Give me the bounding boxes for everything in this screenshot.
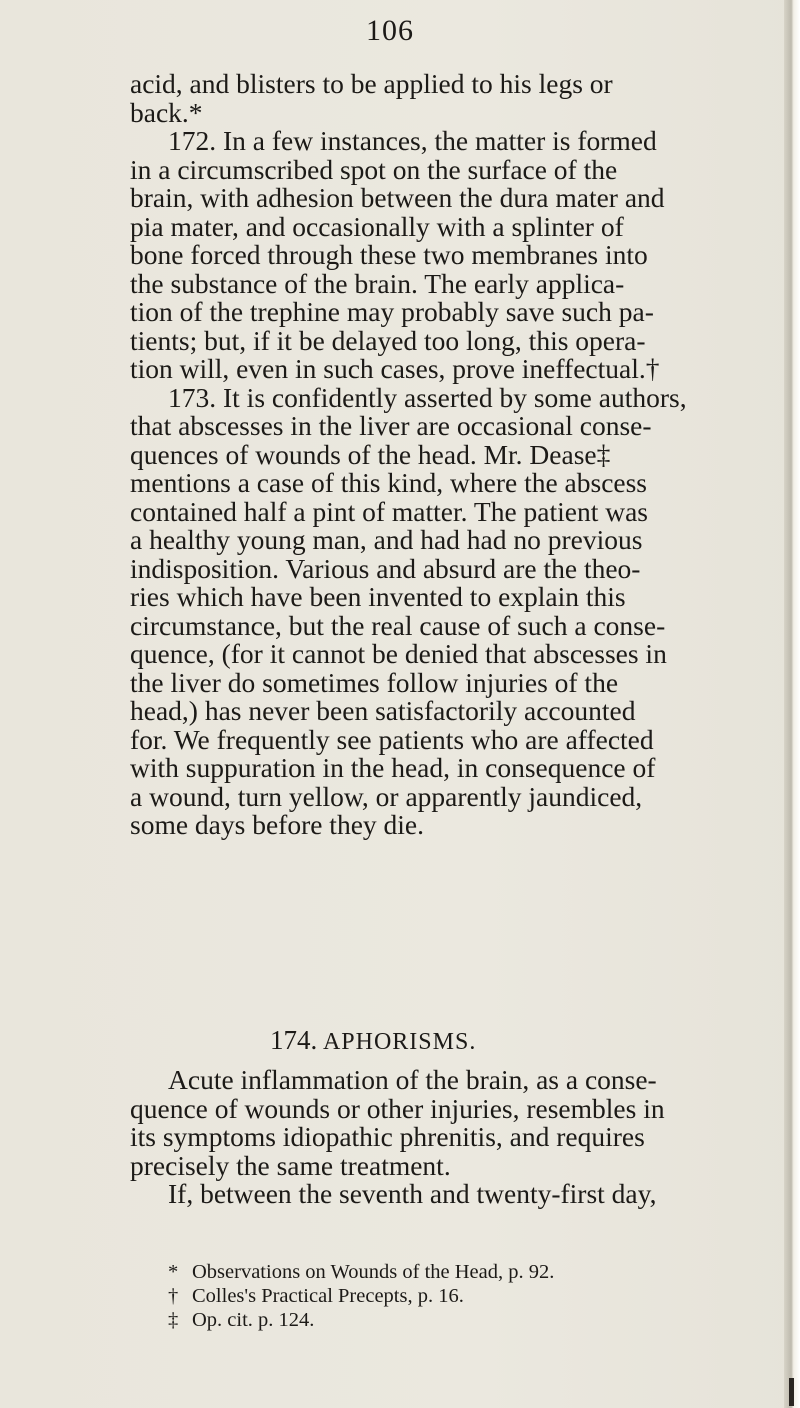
text-line: back.*: [130, 96, 203, 128]
aphorism-paragraph-start: If, between the seventh and twenty-first day,: [168, 1178, 657, 1209]
footnote-text: Op. cit. p. 124.: [192, 1309, 315, 1331]
text-line: tients; but, if it be delayed too long, this opera-: [130, 324, 646, 356]
text-line: its symptoms idiopathic phrenitis, and requires: [130, 1121, 645, 1152]
text-line: brain, with adhesion between the dura mater and: [130, 182, 665, 213]
footnote: [168, 1260, 554, 1284]
section-number: 174.: [270, 1025, 318, 1055]
text-line: head,) has never been satisfactorily accounted: [130, 695, 636, 726]
text-line: the liver do sometimes follow injuries of the: [130, 666, 619, 698]
footnote-mark: ‡: [168, 1309, 179, 1331]
text-line: circumstance, but the real cause of such a conse-: [130, 609, 666, 641]
text-line: for. We frequently see patients who are affected: [130, 723, 654, 755]
text-line: tion of the trephine may probably save such pa-: [130, 296, 654, 327]
text-line: that abscesses in the liver are occasional conse-: [130, 410, 652, 441]
footnote-text: Colles's Practical Precepts, p. 16.: [192, 1285, 464, 1307]
paragraph-172-start: 172. In a few instances, the matter is formed: [168, 125, 657, 156]
page-edge-mark: [789, 1378, 794, 1406]
text-line: tion will, even in such cases, prove ineffectual.†: [130, 353, 660, 384]
text-line: precisely the same treatment.: [130, 1149, 451, 1181]
page-number: 106: [366, 14, 414, 47]
text-line: pia mater, and occasionally with a splinter of: [130, 210, 624, 242]
section-title: APHORISMS.: [322, 1029, 477, 1055]
footnotes: [168, 1260, 554, 1332]
page-edge-shadow: [784, 0, 800, 1408]
text-line: quence of wounds or other injuries, resembles in: [130, 1092, 665, 1124]
text-line: ries which have been invented to explain this: [130, 581, 626, 612]
text-line: with suppuration in the head, in consequence of: [130, 752, 656, 783]
aphorism-paragraph-start: Acute inflammation of the brain, as a conse-: [168, 1064, 657, 1095]
text-line: contained half a pint of matter. The patient was: [130, 495, 649, 527]
paragraph-173-start: 173. It is confidently asserted by some authors,: [168, 381, 687, 413]
text-line: quences of wounds of the head. Mr. Dease‡: [130, 438, 611, 470]
text-line: mentions a case of this kind, where the abscess: [130, 467, 648, 498]
main-text-block: [130, 70, 770, 840]
text-line: indisposition. Various and absurd are the theo-: [130, 552, 641, 584]
footnote-mark: *: [168, 1261, 179, 1283]
text-line: a wound, turn yellow, or apparently jaundiced,: [130, 780, 643, 812]
footnote: [168, 1284, 554, 1308]
footnote-mark: †: [168, 1285, 179, 1307]
text-line: quence, (for it cannot be denied that abscesses in: [130, 638, 667, 669]
text-line: bone forced through these two membranes into: [130, 239, 648, 270]
text-line: some days before they die.: [130, 809, 425, 840]
text-line: a healthy young man, and had had no previous: [130, 524, 643, 555]
text-line: in a circumscribed spot on the surface of the: [130, 153, 618, 185]
text-line: the substance of the brain. The early applica-: [130, 267, 625, 299]
footnote: [168, 1308, 554, 1332]
text-line: acid, and blisters to be applied to his legs or: [130, 68, 613, 99]
footnote-text: Observations on Wounds of the Head, p. 92.: [192, 1261, 555, 1283]
section-heading: [270, 1025, 476, 1056]
aphorisms-text-block: [130, 1066, 770, 1209]
